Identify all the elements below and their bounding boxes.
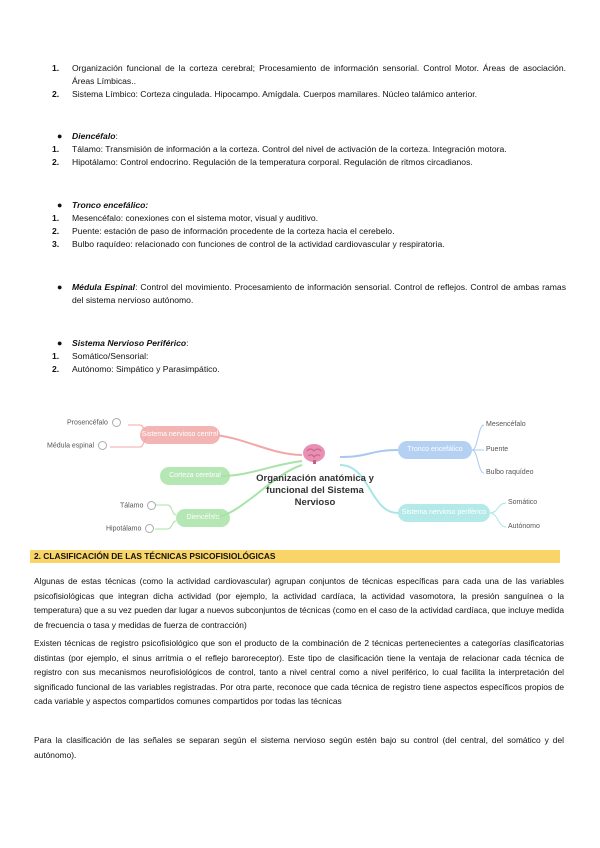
list-item: 2. Sistema Límbico: Corteza cingulada. Hipocampo. Amígdala. Cuerpos mamilares. Núcleo talámico anterior. [52,89,478,99]
heading-diencefalo: Diencéfalo: [72,131,118,141]
node-diencefalo: Diencéfalo [176,509,230,527]
brain-icon [302,443,326,465]
bullet-icon: ● [57,131,63,141]
list-item: 3. Bulbo raquídeo: relacionado con funciones de control de la actividad cardiovascular y respiratoria. [52,239,445,249]
circle-icon [98,441,107,450]
node-tronco: Tronco encefálico [398,441,472,459]
bullet-icon: ● [57,282,63,292]
section-title: 2. CLASIFICACIÓN DE LAS TÉCNICAS PSICOFISIOLÓGICAS [34,551,276,561]
heading-snp: Sistema Nervioso Periférico: [72,338,189,348]
mind-map [40,405,570,545]
leaf-talamo: Tálamo [120,501,156,511]
list-item: 1. Mesencéfalo: conexiones con el sistema motor, visual y auditivo. [52,213,318,223]
heading-tronco: Tronco encefálico: [72,200,149,210]
list-item: 1. Tálamo: Transmisión de información a la corteza. Control del nivel de activación de la corteza. Integración motora. [52,144,507,154]
list-tronco [52,212,566,251]
list-snp [52,350,566,376]
circle-icon [147,501,156,510]
bullet-icon: ● [57,338,63,348]
leaf-bulbo: Bulbo raquídeo [486,469,534,476]
node-snc: Sistema nervioso central [140,426,220,444]
paragraph-2: Existen técnicas de registro psicofisiológico que son el producto de la combinación de 2 técnicas pertenecientes a categorías clasificatorias distintas (por ejemplo, el sinus arritmia o el reflejo baroreceptor). Este tipo de clasificación tiene la ventaja de relacionar cada técnica de registro con sus mecanismos neurofisiológicos de control, tanto a nivel central como a nivel periférico, lo cual facilita la interpretación del significado funcional de las variables registradas. Por otra parte, reconoce que cada técnica de registro tiene aspectos específicos propios de cada variable y aspectos compartidos comunes compartidos por todas las técnicas [34,638,564,706]
node-snp: Sistema nervioso periférico [398,504,490,522]
list-item: 1. Somático/Sensorial: [52,351,149,361]
leaf-somatico: Somático [508,499,538,506]
list-diencefalo [52,143,566,169]
leaf-hipotalamo: Hipotálamo [106,524,154,534]
list-item: 2. Autónomo: Simpático y Parasimpático. [52,364,220,374]
leaf-mesencefalo: Mesencéfalo [486,421,526,428]
list-cortex [52,62,566,101]
list-item: 2. Hipotálamo: Control endocrino. Regulación de la temperatura corporal. Regulación de ritmos circadianos. [52,157,473,167]
leaf-medula: Médula espinal [47,441,107,451]
bullet-icon: ● [57,200,63,210]
paragraph-medula: Médula Espinal: Control del movimiento. Procesamiento de información sensorial. Control de reflejos. Control de ambas ramas del sistema nervioso autónomo. [72,282,566,305]
circle-icon [145,524,154,533]
leaf-puente: Puente [486,446,509,453]
list-item: 1. Organización funcional de la corteza cerebral; Procesamiento de información sensorial. Control Motor. Áreas de asociación. Áreas Límbicas.. [52,63,566,86]
paragraph-1: Algunas de estas técnicas (como la actividad cardiovascular) agrupan conjuntos de técnicas específicas para cada una de las variables psicofisiológicas que integran dicha actividad (por ejemplo, la actividad cardíaca, la actividad vasomotora, la presión sanguínea o la temperatura) que a su vez pueden dar lugar a nuevos subconjuntos de técnicas (como en el caso de la actividad cardíaca, que incluye medida de frecuencia o tasa y medidas de fuerza de contracción) [34,576,564,630]
leaf-prosencefalo: Prosencéfalo [67,418,121,428]
list-item: 2. Puente: estación de paso de información procedente de la corteza hacia el cerebelo. [52,226,395,236]
node-corteza: Corteza cerebral [160,467,230,485]
paragraph-3: Para la clasificación de las señales se separan según el sistema nervioso según estén bajo su control (del central, del somático y del autónomo). [34,735,564,760]
circle-icon [112,418,121,427]
mind-map-title: Organización anatómica y funcional del Sistema Nervioso [256,473,374,508]
section-title-bar [30,550,560,563]
leaf-autonomo: Autónomo [508,523,540,530]
